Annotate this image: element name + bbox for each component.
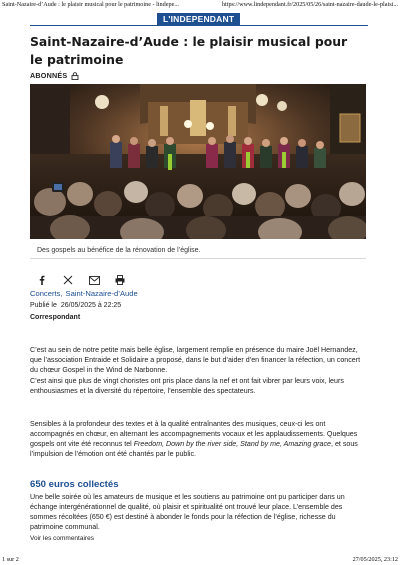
published-date: 26/05/2025 à 22:25 xyxy=(60,302,122,309)
subscriber-badge xyxy=(30,71,79,80)
article-title: Saint-Nazaire-d’Aude : le plaisir musical pour le patrimoine xyxy=(30,34,348,67)
print-header-url: https://www.lindependant.fr/2025/05/26/saint-nazaire-daude-le-plaisi... xyxy=(221,1,398,8)
paragraph-1: C’est au sein de notre petite mais belle église, largement remplie en présence du maire Joël Hernandez, que l’association Entraide et Solidaire a proposé, dans le but d’aider d’en financer la réfection, un concert du chœur Gospel in the Wind de Narbonne. xyxy=(30,346,361,374)
publication-date xyxy=(30,302,121,309)
page-number: 1 sur 2 xyxy=(2,556,19,563)
tag-concerts[interactable]: Concerts, xyxy=(30,289,63,298)
print-header xyxy=(0,0,400,10)
email-icon[interactable] xyxy=(88,274,100,286)
tag-saint-nazaire[interactable]: Saint-Nazaire-d’Aude xyxy=(65,289,138,298)
print-icon[interactable] xyxy=(114,274,126,286)
paragraph-2: C’est ainsi que plus de vingt choristes ont pris place dans la nef et ont fait vibrer par leurs voix, leurs enthousiasmes et la diversité du répertoire, l’ensemble des spectateurs. xyxy=(30,377,344,395)
gospel-concert-image xyxy=(30,84,366,239)
print-header-title: Saint-Nazaire-d’Aude : le plaisir musical pour le patrimoine - lindepe... xyxy=(2,1,179,8)
subscriber-label: ABONNÉS xyxy=(30,71,68,80)
comments-link[interactable]: Voir les commentaires xyxy=(30,535,94,542)
print-timestamp: 27/05/2025, 23:12 xyxy=(352,556,398,563)
photo-caption xyxy=(30,244,366,259)
paragraph-4: Une belle soirée où les amateurs de musique et les soutiens au patrimoine ont pu participer dans un échange intergénérationnel de qualité, où plaisir et spiritualité ont trouvé leur place. L’ensemble des sommes récoltées (650 €) est destiné à abonder le fonds pour la réfection de l’église, richesse du patrimoine communal. xyxy=(30,493,345,531)
section-title: 650 euros collectés xyxy=(30,479,119,490)
song-list: Freedom, Down by the river side, Stand by me, Amazing grace xyxy=(133,440,331,448)
lock-icon xyxy=(71,72,79,80)
article-photo xyxy=(30,84,366,239)
paragraph-3-part-2: , et sous l’impulsion de l’émotion ont été chantés par le public. xyxy=(30,440,358,458)
photo-caption-text: Des gospels au bénéfice de la rénovation de l’église. xyxy=(37,247,201,254)
share-bar xyxy=(36,274,126,286)
x-icon[interactable] xyxy=(62,274,74,286)
logo-bar xyxy=(30,13,368,26)
published-label: Publié le xyxy=(30,302,57,309)
print-footer xyxy=(0,555,400,565)
facebook-icon[interactable] xyxy=(36,274,48,286)
site-logo[interactable]: L'INDEPENDANT xyxy=(157,13,240,25)
paragraph-3-part-1: Sensibles à la profondeur des textes et à la qualité entraînantes des musiques, ceux-ci les ont accompagnés en chœur, en alternant les accompagnements vocaux et les applaudissements. Quelques gospels ont vite été reconnus tel xyxy=(30,420,358,448)
article-tags xyxy=(30,289,138,298)
paragraph-3 xyxy=(30,419,366,459)
author: Correspondant xyxy=(30,314,81,321)
